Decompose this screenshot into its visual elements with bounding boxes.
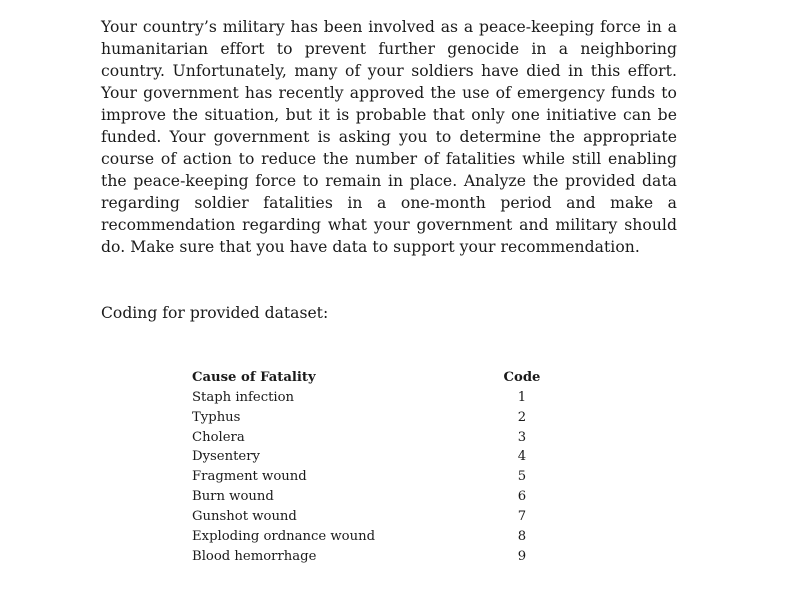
code-cell: 7 (517, 508, 527, 524)
table-row (192, 388, 562, 408)
cause-cell: Staph infection (192, 389, 295, 405)
code-column-header: Code (503, 370, 541, 385)
table-row (192, 467, 562, 487)
fatality-code-table (192, 368, 562, 566)
table-row (192, 487, 562, 507)
table-row (192, 527, 562, 547)
cause-cell: Cholera (192, 429, 245, 445)
table-row (192, 507, 562, 527)
code-cell: 6 (517, 489, 527, 505)
code-cell: 4 (517, 449, 527, 465)
table-row (192, 447, 562, 467)
cause-cell: Typhus (192, 409, 241, 425)
table-row (192, 408, 562, 428)
table-header-row (192, 368, 562, 388)
code-cell: 5 (517, 469, 527, 485)
table-row (192, 547, 562, 567)
intro-paragraph: Your country’s military has been involved as a peace-keeping force in a humanitarian effort to prevent further genocide in a neighboring country. Unfortunately, many of your soldiers have died in this effort. Your government has recently approved the use of emergency funds to improve the situation, but it is probable that only one initiative can be funded. Your government is asking you to determine the appropriate course of action to reduce the number of fatalities while still enabling the peace-keeping force to remain in place. Analyze the provided data regarding soldier fatalities in a one-month period and make a recommendation regarding what your government and military should do. Make sure that you have data to support your recommendation. (101, 18, 677, 256)
cause-cell: Gunshot wound (192, 508, 297, 524)
cause-cell: Fragment wound (192, 469, 307, 485)
code-cell: 8 (517, 528, 527, 544)
coding-heading: Coding for provided dataset: (101, 304, 329, 322)
table-row (192, 428, 562, 448)
code-cell: 2 (517, 409, 527, 425)
code-cell: 1 (517, 389, 527, 405)
cause-cell: Burn wound (192, 489, 274, 505)
cause-cell: Blood hemorrhage (192, 548, 317, 564)
cause-cell: Exploding ordnance wound (192, 528, 376, 544)
code-cell: 9 (517, 548, 527, 564)
code-cell: 3 (517, 429, 527, 445)
cause-column-header: Cause of Fatality (192, 370, 316, 385)
cause-cell: Dysentery (192, 449, 260, 465)
